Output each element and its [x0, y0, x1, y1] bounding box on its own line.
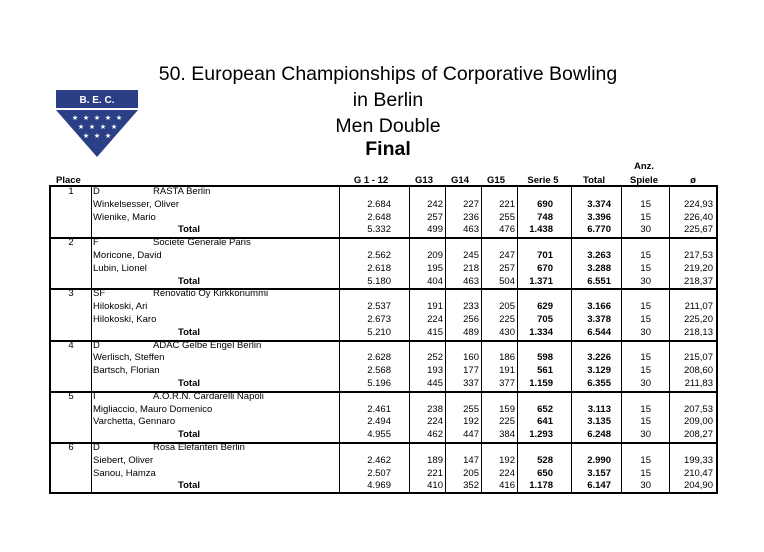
title-line-1: 50. European Championships of Corporative Bowling: [158, 63, 618, 85]
country-code: F: [93, 237, 99, 249]
team-name: Societe Generale Paris: [153, 237, 251, 249]
player-avg: 199,33: [683, 454, 713, 466]
player-g13: 224: [427, 416, 443, 428]
player-g112: 2.462: [367, 454, 391, 466]
player-g15: 224: [499, 467, 515, 479]
team-total-g112: 5.196: [367, 377, 391, 389]
player-g15: 247: [499, 249, 515, 261]
player-g14: 147: [463, 454, 479, 466]
player-g13: 189: [427, 454, 443, 466]
player-name: Werlisch, Steffen: [93, 352, 165, 364]
player-g14: 233: [463, 301, 479, 313]
player-total: 3.113: [587, 403, 611, 415]
svg-text:★: ★: [93, 114, 101, 122]
team-group: [51, 238, 716, 289]
team-total-total: 6.770: [587, 224, 611, 236]
player-avg: 209,00: [683, 416, 713, 428]
player-g14: 236: [463, 211, 479, 223]
team-total-g15: 416: [499, 480, 515, 492]
player-total: 3.129: [587, 365, 611, 377]
player-serie5: 650: [537, 467, 553, 479]
player-total: 3.288: [587, 262, 611, 274]
player-total: 3.135: [587, 416, 611, 428]
player-g112: 2.537: [367, 301, 391, 313]
player-g15: 191: [499, 365, 515, 377]
team-total-spiele: 30: [640, 326, 651, 338]
player-avg: 225,20: [683, 313, 713, 325]
svg-text:★: ★: [88, 123, 96, 131]
svg-text:★: ★: [82, 114, 90, 122]
player-serie5: 528: [537, 454, 553, 466]
team-total-serie5: 1.178: [529, 480, 553, 492]
place-number: 3: [68, 288, 74, 300]
team-total-serie5: 1.371: [529, 275, 553, 287]
team-total-spiele: 30: [640, 275, 651, 287]
player-serie5: 701: [537, 249, 553, 261]
col-total: Total: [583, 175, 605, 186]
player-spiele: 15: [640, 313, 651, 325]
team-total-g13: 445: [427, 377, 443, 389]
team-total-g14: 352: [463, 480, 479, 492]
player-g14: 177: [463, 365, 479, 377]
col-place: Place: [56, 175, 81, 186]
player-avg: 217,53: [683, 249, 713, 261]
player-serie5: 670: [537, 262, 553, 274]
player-name: Migliaccio, Mauro Domenico: [93, 403, 213, 415]
team-total-total: 6.248: [587, 429, 611, 441]
player-name: Siebert, Oliver: [93, 454, 154, 466]
player-avg: 226,40: [683, 211, 713, 223]
team-total-spiele: 30: [640, 429, 651, 441]
player-g112: 2.648: [367, 211, 391, 223]
player-avg: 224,93: [683, 198, 713, 210]
player-g13: 193: [427, 365, 443, 377]
team-group: [51, 289, 716, 340]
total-label: Total: [178, 480, 200, 492]
player-g14: 245: [463, 249, 479, 261]
svg-text:★: ★: [77, 123, 85, 131]
team-total-g13: 462: [427, 429, 443, 441]
svg-text:★: ★: [99, 123, 107, 131]
player-total: 3.378: [587, 313, 611, 325]
player-g15: 225: [499, 313, 515, 325]
svg-text:★: ★: [82, 132, 90, 140]
team-name: Renovatio Oy Kirkkonummi: [153, 288, 269, 300]
player-spiele: 15: [640, 249, 651, 261]
col-g14: G14: [451, 175, 469, 186]
total-label: Total: [178, 377, 200, 389]
team-total-spiele: 30: [640, 480, 651, 492]
player-spiele: 15: [640, 198, 651, 210]
team-total-g15: 504: [499, 275, 515, 287]
player-spiele: 15: [640, 467, 651, 479]
team-total-g13: 415: [427, 326, 443, 338]
player-avg: 211,07: [684, 301, 713, 313]
player-total: 3.166: [587, 301, 611, 313]
team-total-g15: 476: [499, 224, 515, 236]
team-total-total: 6.147: [587, 480, 611, 492]
place-number: 4: [68, 339, 74, 351]
team-total-g13: 404: [427, 275, 443, 287]
col-g15: G15: [487, 175, 505, 186]
team-total-g14: 463: [463, 275, 479, 287]
player-g13: 191: [427, 301, 443, 313]
team-total-g14: 489: [463, 326, 479, 338]
player-g112: 2.461: [367, 403, 391, 415]
col-serie5: Serie 5: [527, 175, 559, 186]
player-g14: 227: [463, 198, 479, 210]
player-spiele: 15: [640, 301, 651, 313]
team-total-avg: 211,83: [684, 377, 713, 389]
player-g13: 195: [427, 262, 443, 274]
team-total-g13: 499: [427, 224, 443, 236]
country-code: SF: [93, 288, 106, 300]
player-avg: 219,20: [683, 262, 713, 274]
player-name: Moricone, David: [93, 249, 162, 261]
player-total: 3.226: [587, 352, 611, 364]
player-serie5: 598: [537, 352, 553, 364]
bec-logo: [56, 90, 138, 158]
player-g15: 159: [499, 403, 515, 415]
team-total-avg: 218,13: [683, 326, 713, 338]
player-total: 3.374: [587, 198, 611, 210]
player-avg: 215,07: [683, 352, 713, 364]
player-g112: 2.494: [367, 416, 391, 428]
player-g15: 205: [499, 301, 515, 313]
player-name: Wienike, Mario: [93, 211, 156, 223]
team-total-g112: 4.969: [367, 480, 391, 492]
team-total-serie5: 1.293: [529, 429, 553, 441]
team-name: ADAC Gelbe Engel Berlin: [153, 339, 262, 351]
title-line-2: in Berlin: [352, 89, 424, 111]
team-total-g14: 463: [463, 224, 479, 236]
country-code: D: [93, 442, 100, 453]
col-g112: G 1 - 12: [353, 175, 389, 186]
player-g13: 221: [427, 467, 443, 479]
team-total-g112: 5.210: [367, 326, 391, 338]
player-serie5: 629: [537, 301, 553, 313]
results-table: [49, 185, 718, 494]
team-total-g13: 410: [427, 480, 443, 492]
player-g112: 2.562: [367, 249, 391, 261]
total-label: Total: [178, 429, 200, 441]
player-name: Bartsch, Florian: [93, 365, 160, 377]
player-g112: 2.507: [367, 467, 391, 479]
country-code: D: [93, 186, 100, 197]
place-number: 5: [68, 390, 74, 402]
player-g112: 2.618: [367, 262, 391, 274]
player-name: Sanou, Hamza: [93, 467, 156, 479]
country-code: D: [93, 339, 100, 351]
col-anz: Anz.: [633, 161, 655, 172]
title-final: Final: [365, 138, 411, 160]
team-total-total: 6.551: [587, 275, 611, 287]
svg-text:★: ★: [115, 114, 123, 122]
team-total-g15: 384: [499, 429, 515, 441]
player-g14: 255: [463, 403, 479, 415]
player-spiele: 15: [640, 365, 651, 377]
total-label: Total: [178, 326, 200, 338]
player-g15: 186: [499, 352, 515, 364]
team-total-avg: 208,27: [683, 429, 713, 441]
player-name: Winkelsesser, Oliver: [93, 198, 180, 210]
player-name: Lubin, Lionel: [93, 262, 147, 274]
player-spiele: 15: [640, 262, 651, 274]
team-total-avg: 218,37: [683, 275, 713, 287]
player-serie5: 652: [537, 403, 553, 415]
player-g13: 209: [427, 249, 443, 261]
player-avg: 207,53: [683, 403, 713, 415]
col-g13: G13: [415, 175, 433, 186]
player-serie5: 705: [537, 313, 553, 325]
player-total: 3.263: [587, 249, 611, 261]
player-g112: 2.568: [367, 365, 391, 377]
player-name: Varchetta, Gennaro: [93, 416, 176, 428]
player-g14: 218: [463, 262, 479, 274]
team-total-total: 6.355: [587, 377, 611, 389]
total-label: Total: [178, 224, 200, 236]
team-name: A.O.R.N. Cardarelli Napoli: [153, 390, 264, 402]
player-g15: 192: [499, 454, 515, 466]
svg-text:★: ★: [104, 114, 112, 122]
player-g13: 238: [427, 403, 443, 415]
svg-text:★: ★: [93, 132, 101, 140]
place-number: 1: [68, 186, 74, 197]
player-name: Hilokoski, Karo: [93, 313, 157, 325]
player-avg: 208,60: [683, 365, 713, 377]
total-label: Total: [178, 275, 200, 287]
player-g15: 225: [499, 416, 515, 428]
player-serie5: 641: [537, 416, 553, 428]
team-total-g112: 4.955: [367, 429, 391, 441]
team-total-g15: 377: [499, 377, 515, 389]
team-name: RASTA Berlin: [153, 186, 211, 197]
logo-text: B. E. C.: [79, 95, 115, 106]
player-avg: 210,47: [683, 467, 713, 479]
player-g112: 2.673: [367, 313, 391, 325]
player-g112: 2.684: [367, 198, 391, 210]
team-total-spiele: 30: [640, 377, 651, 389]
player-spiele: 15: [640, 403, 651, 415]
player-spiele: 15: [640, 416, 651, 428]
player-g15: 255: [499, 211, 515, 223]
svg-text:★: ★: [71, 114, 79, 122]
country-code: I: [93, 390, 96, 402]
player-spiele: 15: [640, 454, 651, 466]
player-g13: 224: [427, 313, 443, 325]
player-total: 2.990: [587, 454, 611, 466]
player-spiele: 15: [640, 352, 651, 364]
team-total-g14: 337: [463, 377, 479, 389]
player-g14: 205: [463, 467, 479, 479]
team-group: [51, 392, 716, 443]
team-total-serie5: 1.438: [529, 224, 553, 236]
player-total: 3.157: [587, 467, 611, 479]
team-total-g112: 5.180: [367, 275, 391, 287]
player-g14: 192: [463, 416, 479, 428]
player-g13: 252: [427, 352, 443, 364]
title-line-3: Men Double: [335, 115, 441, 137]
team-group: [51, 443, 716, 494]
team-total-spiele: 30: [640, 224, 651, 236]
player-g14: 160: [463, 352, 479, 364]
team-total-total: 6.544: [587, 326, 611, 338]
team-name: Rosa Elefanten Berlin: [153, 442, 245, 453]
place-number: 6: [68, 442, 74, 453]
player-total: 3.396: [587, 211, 611, 223]
player-serie5: 561: [537, 365, 553, 377]
svg-text:★: ★: [104, 132, 112, 140]
team-total-g112: 5.332: [367, 224, 391, 236]
team-total-g15: 430: [499, 326, 515, 338]
player-g14: 256: [463, 313, 479, 325]
team-group: [51, 187, 716, 238]
team-total-g14: 447: [463, 429, 479, 441]
player-g15: 221: [499, 198, 515, 210]
player-g13: 242: [427, 198, 443, 210]
team-total-serie5: 1.334: [529, 326, 553, 338]
team-total-serie5: 1.159: [529, 377, 553, 389]
col-average: ø: [690, 175, 696, 186]
place-number: 2: [68, 237, 74, 249]
player-name: Hilokoski, Ari: [93, 301, 148, 313]
col-spiele: Spiele: [630, 175, 658, 186]
team-total-avg: 204,90: [683, 480, 713, 492]
player-g13: 257: [427, 211, 443, 223]
player-g112: 2.628: [367, 352, 391, 364]
player-spiele: 15: [640, 211, 651, 223]
team-total-avg: 225,67: [683, 224, 713, 236]
player-serie5: 690: [537, 198, 553, 210]
player-serie5: 748: [537, 211, 553, 223]
svg-text:★: ★: [110, 123, 118, 131]
team-group: [51, 341, 716, 392]
player-g15: 257: [499, 262, 515, 274]
